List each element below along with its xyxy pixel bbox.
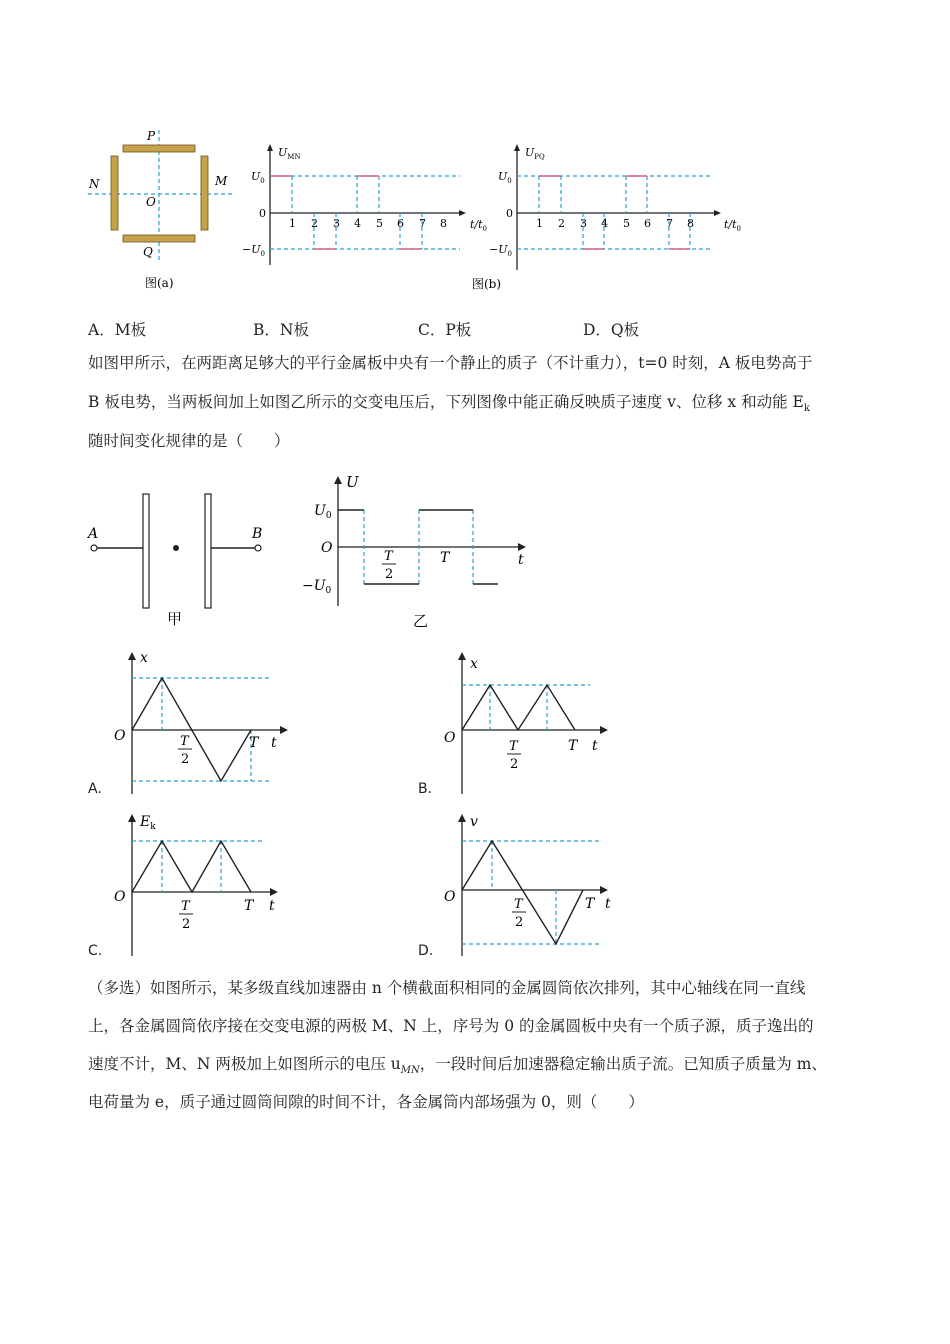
pos-label: $U_0$ xyxy=(251,170,265,185)
origin: O xyxy=(444,730,456,746)
half-t-den: 2 xyxy=(385,567,394,582)
q1-option-d[interactable]: D．Q板 xyxy=(583,321,640,339)
tick-8: 8 xyxy=(687,217,694,230)
q3-line-4: 电荷量为 e，质子通过圆筒间隙的时间不计，各金属筒内部场强为 0，则（ ） xyxy=(88,1093,644,1111)
neg-label: $-U_0$ xyxy=(302,578,332,596)
label-q: Q xyxy=(143,245,153,259)
caption-yi: 乙 xyxy=(413,612,429,630)
ylabel: $U_{MN}$ xyxy=(278,146,301,161)
q3-line-3: 速度不计，M、N 两极加上如图所示的电压 $u_{MN}$，一段时间后加速器稳定输出质子流。已知质子质量为 m、 xyxy=(88,1055,827,1077)
plate-p xyxy=(123,145,195,152)
ylabel: x xyxy=(470,656,478,672)
x-label: t xyxy=(592,738,598,754)
q3-line-1: （多选）如图所示，某多级直线加速器由 n 个横截面积相同的金属圆筒依次排列，其中心轴线在同一直线 xyxy=(88,979,806,997)
q1-option-c[interactable]: C．P板 xyxy=(418,321,472,339)
q1-option-b[interactable]: B．N板 xyxy=(253,321,309,339)
caption-a: 图(a) xyxy=(145,276,174,290)
tick-8: 8 xyxy=(440,217,447,230)
label-b: B xyxy=(252,526,263,542)
q2-line-2: B 板电势，当两板间加上如图乙所示的交变电压后，下列图像中能正确反映质子速度 v、位移 x 和动能 $E_k$ xyxy=(88,393,810,415)
ylabel-u: U xyxy=(346,473,359,491)
x-label: t xyxy=(518,552,524,568)
ylabel: $E_k$ xyxy=(140,814,156,832)
tick-6: 6 xyxy=(644,217,651,230)
q3-line-2: 上，各金属圆筒依序接在交变电源的两极 M、N 上，序号为 0 的金属圆板中央有一个质子源，质子逸出的 xyxy=(88,1017,814,1035)
xlabel: $t/t_0$ xyxy=(724,218,742,233)
t-label: T xyxy=(568,738,578,754)
figure-a-plates xyxy=(85,125,245,295)
graph-a-option[interactable]: A. xyxy=(88,781,102,797)
tick-labels xyxy=(536,217,694,230)
label-o: O xyxy=(146,195,156,209)
tick-5: 5 xyxy=(376,217,383,230)
q2-line-3: 随时间变化规律的是（ ） xyxy=(88,432,290,450)
half-t-num: T xyxy=(181,899,190,914)
graph-d-option[interactable]: D. xyxy=(418,943,434,959)
tick-labels xyxy=(289,217,447,230)
q2-line-1: 如图甲所示，在两距离足够大的平行金属板中央有一个静止的质子（不计重力），t=0 时刻，A 板电势高于 xyxy=(88,354,813,372)
x-label: t xyxy=(271,735,277,751)
half-t-den: 2 xyxy=(510,757,519,772)
label-a: A xyxy=(88,526,99,542)
graph-b xyxy=(440,648,640,798)
half-t-num: T xyxy=(514,897,523,912)
neg-label: $-U_0$ xyxy=(489,243,512,258)
label-m: M xyxy=(215,174,228,188)
tick-5: 5 xyxy=(623,217,630,230)
graph-c-option[interactable]: C. xyxy=(88,943,103,959)
half-t-num: T xyxy=(180,734,189,749)
tick-2: 2 xyxy=(558,217,565,230)
figure-b-umn xyxy=(242,140,490,295)
x-label: t xyxy=(605,896,611,912)
graph-d xyxy=(440,810,640,960)
label-p: P xyxy=(147,129,156,143)
figure-yi xyxy=(300,470,540,630)
ylabel: x xyxy=(140,650,148,666)
pos-label: $U_0$ xyxy=(314,503,332,521)
plate-q xyxy=(123,235,195,242)
tick-1: 1 xyxy=(289,217,296,230)
x-label: t xyxy=(269,898,275,914)
tick-3: 3 xyxy=(333,217,340,230)
figure-b-upq xyxy=(472,140,742,295)
t-label: T xyxy=(440,550,450,566)
zero-label: 0 xyxy=(259,207,266,220)
proton-dot xyxy=(173,545,179,551)
tick-2: 2 xyxy=(311,217,318,230)
origin: O xyxy=(444,889,456,905)
origin: O xyxy=(114,728,126,744)
pos-label: $U_0$ xyxy=(498,170,512,185)
half-t-den: 2 xyxy=(182,917,191,932)
origin: O xyxy=(114,889,126,905)
q1-option-a[interactable]: A．M板 xyxy=(88,321,147,339)
plate-m xyxy=(201,156,208,230)
tick-7: 7 xyxy=(666,217,673,230)
graph-c xyxy=(110,810,310,960)
zero-label: 0 xyxy=(506,207,513,220)
tick-6: 6 xyxy=(397,217,404,230)
t-label: T xyxy=(244,898,254,914)
tick-1: 1 xyxy=(536,217,543,230)
plate-n xyxy=(111,156,118,230)
graph-a xyxy=(110,648,310,798)
ylabel: $U_{PQ}$ xyxy=(525,146,545,161)
neg-label: $-U_0$ xyxy=(242,243,265,258)
ylabel: v xyxy=(470,814,478,830)
label-n: N xyxy=(89,177,100,191)
tick-4: 4 xyxy=(601,217,608,230)
half-t-den: 2 xyxy=(181,752,190,767)
half-t-num: T xyxy=(509,739,518,754)
tick-3: 3 xyxy=(580,217,587,230)
origin-label: O xyxy=(321,540,333,556)
t-label: T xyxy=(249,735,259,751)
t-label: T xyxy=(585,896,595,912)
tick-7: 7 xyxy=(419,217,426,230)
xlabel: $t/t_0$ xyxy=(470,218,488,233)
tick-4: 4 xyxy=(354,217,361,230)
graph-b-option[interactable]: B. xyxy=(418,781,433,797)
figure-jia xyxy=(85,490,275,630)
half-t-den: 2 xyxy=(515,915,524,930)
caption-b: 图(b) xyxy=(472,277,502,291)
caption-jia: 甲 xyxy=(167,610,183,628)
half-t-num: T xyxy=(384,549,393,564)
